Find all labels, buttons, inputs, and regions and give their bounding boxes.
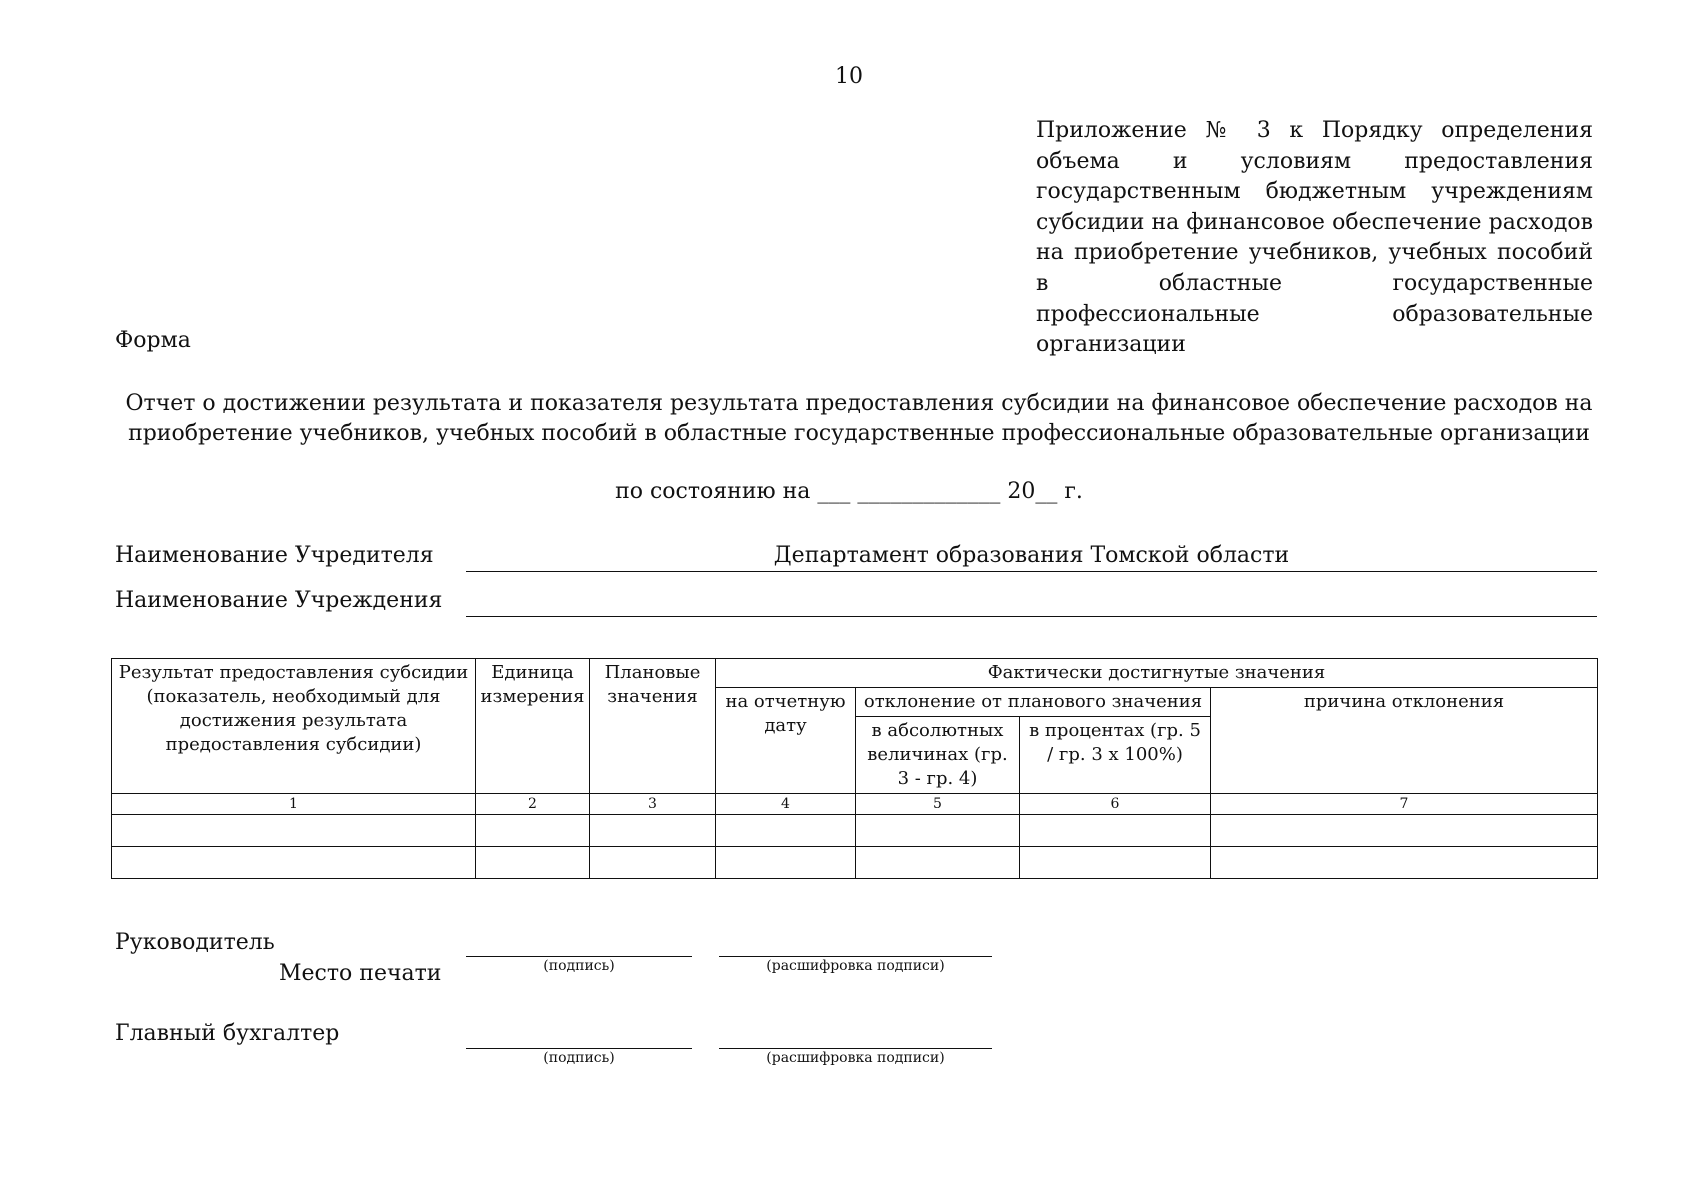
table-cell[interactable] xyxy=(856,847,1020,879)
column-number: 3 xyxy=(590,794,716,815)
as-of-date: по состоянию на ___ _____________ 20__ г. xyxy=(615,479,1083,504)
form-label: Форма xyxy=(115,328,191,353)
table-cell[interactable] xyxy=(1020,847,1211,879)
head-signature-line[interactable] xyxy=(466,955,692,957)
institution-label: Наименование Учреждения xyxy=(115,588,443,613)
column-number: 7 xyxy=(1211,794,1598,815)
head-signature-caption: (подпись) xyxy=(543,958,615,974)
page-number: 10 xyxy=(835,64,863,89)
table-cell[interactable] xyxy=(856,815,1020,847)
column-number: 2 xyxy=(476,794,590,815)
accountant-signature-line[interactable] xyxy=(466,1047,692,1049)
founder-label: Наименование Учредителя xyxy=(115,543,434,568)
appendix-note: Приложение № 3 к Порядку определения объема и условиям предоставления государственным бюджетным учреждениям субсидии на финансовое обеспечение расходов на приобретение учебников, учебных пособий в областные государственные профессиональные образовательные организации xyxy=(1036,118,1593,358)
header-deviation-reason: причина отклонения xyxy=(1211,688,1598,794)
table-cell[interactable] xyxy=(590,847,716,879)
column-number: 4 xyxy=(716,794,856,815)
header-planned: Плановые значения xyxy=(590,659,716,794)
header-result: Результат предоставления субсидии (показатель, необходимый для достижения результата предоставления субсидии) xyxy=(112,659,476,794)
table-cell[interactable] xyxy=(1211,847,1598,879)
header-unit: Единица измерения xyxy=(476,659,590,794)
accountant-decode-line[interactable] xyxy=(719,1047,992,1049)
table-cell[interactable] xyxy=(1211,815,1598,847)
table-cell[interactable] xyxy=(590,815,716,847)
stamp-label: Место печати xyxy=(279,961,442,986)
accountant-decode-caption: (расшифровка подписи) xyxy=(766,1050,945,1066)
table-row xyxy=(112,847,1598,879)
column-number: 5 xyxy=(856,794,1020,815)
table-row xyxy=(112,815,1598,847)
report-title-line-2: приобретение учебников, учебных пособий в областные государственные профессиональные образовательные организации xyxy=(128,421,1590,446)
header-actual-values: Фактически достигнутые значения xyxy=(716,659,1598,688)
header-reporting-date: на отчетную дату xyxy=(716,688,856,794)
report-title-line-1: Отчет о достижении результата и показателя результата предоставления субсидии на финансовое обеспечение расходов на xyxy=(125,391,1593,416)
header-absolute: в абсолютных величинах (гр. 3 - гр. 4) xyxy=(856,717,1020,794)
founder-field[interactable] xyxy=(466,543,1597,572)
table-cell[interactable] xyxy=(112,847,476,879)
institution-field[interactable] xyxy=(466,588,1597,617)
header-deviation: отклонение от планового значения xyxy=(856,688,1211,717)
table-cell[interactable] xyxy=(112,815,476,847)
head-decode-caption: (расшифровка подписи) xyxy=(766,958,945,974)
table-cell[interactable] xyxy=(476,815,590,847)
report-table xyxy=(111,658,1598,879)
header-percent: в процентах (гр. 5 / гр. 3 х 100%) xyxy=(1020,717,1211,794)
table-cell[interactable] xyxy=(1020,815,1211,847)
founder-value: Департамент образования Томской области xyxy=(773,543,1290,568)
head-decode-line[interactable] xyxy=(719,955,992,957)
report-title xyxy=(120,389,1598,449)
table-cell[interactable] xyxy=(476,847,590,879)
column-number: 6 xyxy=(1020,794,1211,815)
table-cell[interactable] xyxy=(716,847,856,879)
accountant-label: Главный бухгалтер xyxy=(115,1021,340,1046)
head-label: Руководитель xyxy=(115,930,275,955)
column-number: 1 xyxy=(112,794,476,815)
accountant-signature-caption: (подпись) xyxy=(543,1050,615,1066)
table-cell[interactable] xyxy=(716,815,856,847)
